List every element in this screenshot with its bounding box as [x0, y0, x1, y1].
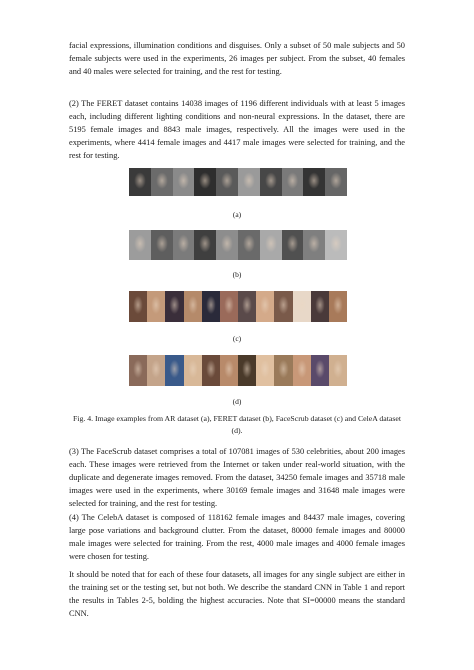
face-image — [274, 355, 292, 386]
face-image — [129, 168, 151, 196]
figure-caption: Fig. 4. Image examples from AR dataset (a), FERET dataset (b), FaceScrub dataset (c) and CeleA dataset (d). — [72, 414, 402, 435]
face-image — [147, 355, 165, 386]
face-image — [129, 291, 147, 322]
face-image — [151, 168, 173, 196]
figure-label-a: (a) — [232, 210, 242, 219]
face-image — [238, 291, 256, 322]
paragraph-celeba: (4) The CelebA dataset is composed of 118162 female images and 84437 male images, covering large pose variations and background clutter. From the dataset, 80000 female images and 80000 male images were selected for training. From the rest, 4000 male images and 4000 female images were chosen for testing. — [69, 513, 405, 561]
face-image — [220, 291, 238, 322]
figure-label-b: (b) — [232, 270, 242, 279]
face-image — [238, 355, 256, 386]
face-image — [293, 291, 311, 322]
paragraph-facescrub: (3) The FaceScrub dataset comprises a total of 107081 images of 530 celebrities, about 200 images each. These images were retrieved from the Internet or taken under real-world situation, with the duplicate and degenerate images removed. From the dataset, 34250 female images and 35718 male images were used in the experiments, where 30169 female images and 31648 male images were selected for training, and the rest for testing. — [69, 447, 405, 508]
face-image — [129, 230, 151, 260]
face-image — [282, 230, 304, 260]
face-image — [173, 168, 195, 196]
face-image — [173, 230, 195, 260]
face-image — [216, 230, 238, 260]
paragraph-note: It should be noted that for each of these four datasets, all images for any single subject are either in the training set or the testing set, but not both. We describe the standard CNN in Table 1 and report the results in Tables 2-5, bolding the highest accuracies. Note that SI=00000 means the standard CNN. — [69, 570, 405, 618]
face-image — [202, 291, 220, 322]
face-image — [194, 168, 216, 196]
figure-label-d: (d) — [232, 397, 242, 406]
face-image — [238, 230, 260, 260]
face-image — [311, 291, 329, 322]
face-image — [311, 355, 329, 386]
face-image — [329, 355, 347, 386]
face-image — [184, 355, 202, 386]
face-image — [329, 291, 347, 322]
feret-dataset-image-strip — [129, 230, 347, 260]
face-image — [260, 168, 282, 196]
face-image — [293, 355, 311, 386]
face-image — [165, 291, 183, 322]
face-image — [303, 230, 325, 260]
face-image — [303, 168, 325, 196]
face-image — [282, 168, 304, 196]
face-image — [325, 168, 347, 196]
face-image — [151, 230, 173, 260]
face-image — [194, 230, 216, 260]
ar-dataset-image-strip — [129, 168, 347, 196]
face-image — [260, 230, 282, 260]
face-image — [238, 168, 260, 196]
face-image — [274, 291, 292, 322]
face-image — [165, 355, 183, 386]
face-image — [129, 355, 147, 386]
face-image — [147, 291, 165, 322]
face-image — [256, 355, 274, 386]
paragraph-ar-continued: facial expressions, illumination conditions and disguises. Only a subset of 50 male subjects and 50 female subjects were used in the experiments, 26 images per subject. From the subset, 40 females and 40 males were selected for training, and the rest for testing. — [69, 41, 405, 76]
face-image — [325, 230, 347, 260]
facescrub-dataset-image-strip — [129, 291, 347, 322]
face-image — [256, 291, 274, 322]
paragraph-feret: (2) The FERET dataset contains 14038 images of 1196 different individuals with at least 5 images each, including different lighting conditions and non-neural expressions. In the dataset, there are 5195 female images and 8843 male images, respectively. All the images were used in the experiments, where 4414 female images and 4417 male images were selected for training, and the rest for testing. — [69, 99, 405, 160]
face-image — [216, 168, 238, 196]
celeba-dataset-image-strip — [129, 355, 347, 386]
face-image — [220, 355, 238, 386]
figure-label-c: (c) — [232, 334, 242, 343]
face-image — [202, 355, 220, 386]
face-image — [184, 291, 202, 322]
